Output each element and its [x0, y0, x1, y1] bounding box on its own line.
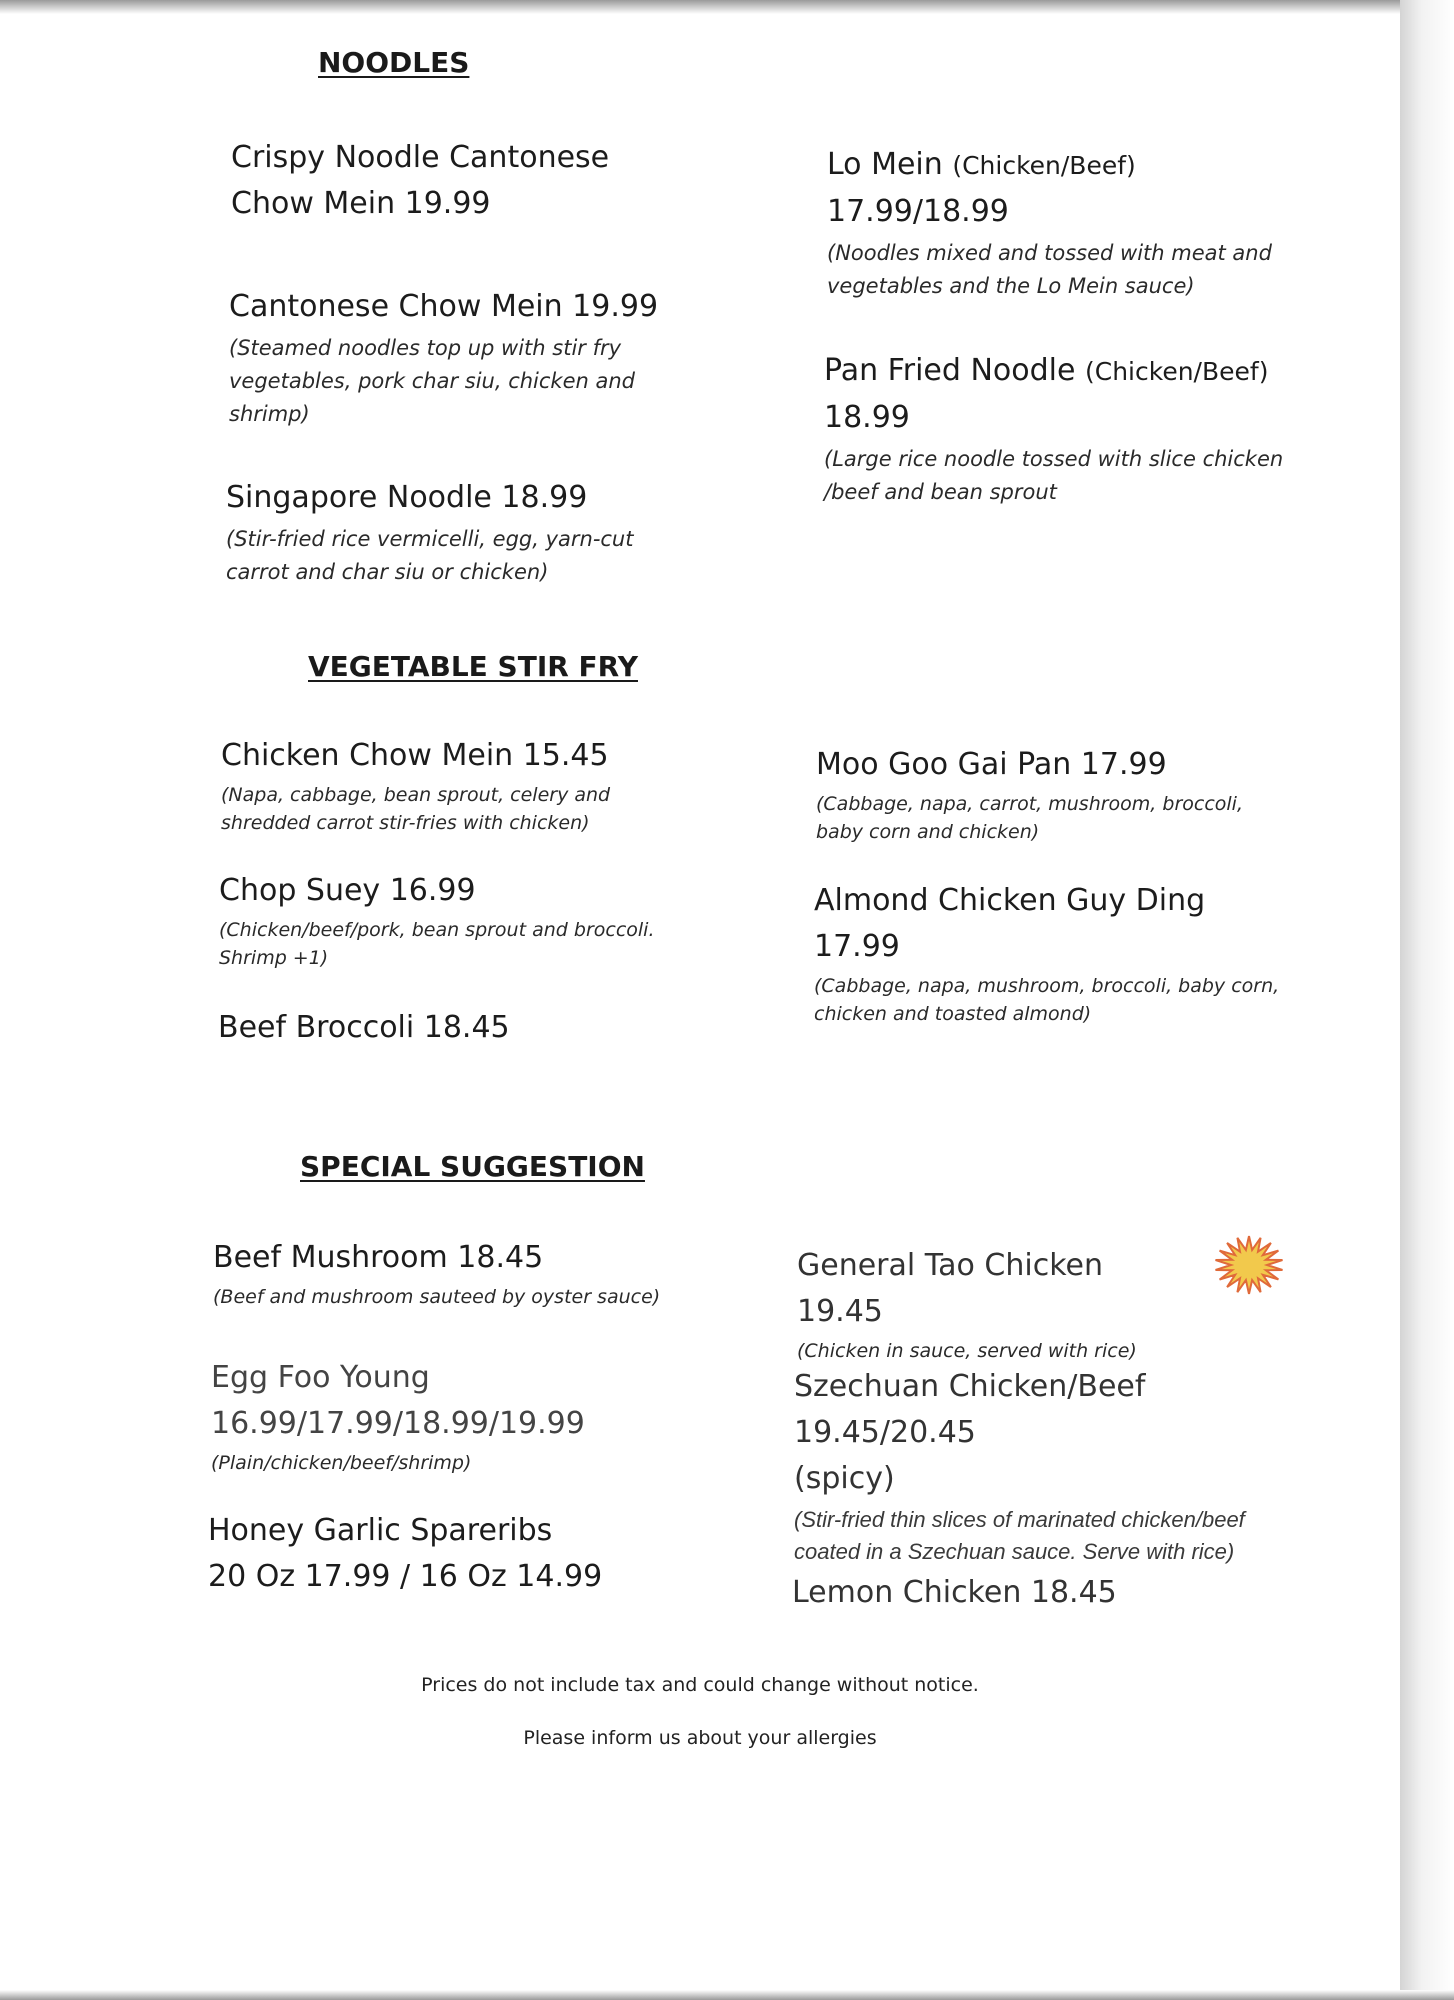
menu-item-lemon-chicken — [792, 1570, 1212, 1616]
item-price: 16.99/17.99/18.99/19.99 — [211, 1406, 585, 1441]
item-name: Singapore Noodle 18.99 — [226, 480, 588, 515]
menu-item-crispy-noodle — [231, 135, 701, 227]
scan-bottom-edge — [0, 1990, 1454, 2000]
menu-item-cantonese-chow-mein — [229, 284, 679, 431]
item-name: Egg Foo Young — [211, 1360, 430, 1395]
menu-item-almond-chicken — [814, 878, 1294, 1028]
menu-item-general-tao-chicken — [797, 1243, 1197, 1365]
item-price: 18.99 — [824, 400, 910, 435]
scan-right-edge — [1400, 0, 1454, 2000]
item-description: (Cabbage, napa, carrot, mushroom, broccoli, baby corn and chicken) — [816, 793, 1243, 843]
item-name: Moo Goo Gai Pan 17.99 — [816, 747, 1167, 782]
allergy-notice: Please inform us about your allergies — [523, 1727, 877, 1749]
item-description: (Noodles mixed and tossed with meat and vegetables and the Lo Mein sauce) — [827, 241, 1272, 298]
menu-item-beef-broccoli — [218, 1005, 638, 1051]
item-description: (Napa, cabbage, bean sprout, celery and shredded carrot stir-fries with chicken) — [221, 784, 611, 834]
item-name: Honey Garlic Spareribs — [208, 1513, 553, 1548]
item-name: Szechuan Chicken/Beef 19.45/20.45 — [794, 1369, 1146, 1450]
item-variant: (Chicken/Beef) — [1085, 357, 1269, 386]
item-name-line — [824, 348, 1304, 395]
item-price: 17.99/18.99 — [827, 194, 1009, 229]
item-description: (Cabbage, napa, mushroom, broccoli, baby corn, chicken and toasted almond) — [814, 975, 1280, 1025]
menu-item-honey-garlic-spareribs — [208, 1508, 678, 1600]
item-description: (Plain/chicken/beef/shrimp) — [211, 1452, 472, 1474]
item-name: Crispy Noodle Cantonese Chow Mein 19.99 — [231, 140, 610, 221]
item-description: (Stir-fried thin slices of marinated chicken/beef coated in a Szechuan sauce. Serve with rice) — [794, 1507, 1245, 1564]
menu-item-pan-fried-noodle — [824, 348, 1304, 509]
item-name: Pan Fried Noodle — [824, 353, 1076, 388]
item-name: Cantonese Chow Mein 19.99 — [229, 289, 659, 324]
item-description: (Large rice noodle tossed with slice chicken /beef and bean sprout — [824, 447, 1284, 504]
menu-item-beef-mushroom — [213, 1235, 673, 1311]
menu-item-chicken-chow-mein — [221, 733, 661, 837]
item-name: Almond Chicken Guy Ding 17.99 — [814, 883, 1206, 964]
menu-item-singapore-noodle — [226, 475, 666, 589]
item-description: (Beef and mushroom sauteed by oyster sauce) — [213, 1286, 661, 1308]
item-price: 20 Oz 17.99 / 16 Oz 14.99 — [208, 1559, 603, 1594]
item-name: Chop Suey 16.99 — [219, 873, 476, 908]
menu-item-egg-foo-young — [211, 1355, 681, 1477]
menu-item-lo-mein — [827, 142, 1307, 303]
section-title-vegetable-stir-fry: VEGETABLE STIR FRY — [308, 650, 638, 683]
item-name: Beef Mushroom 18.45 — [213, 1240, 544, 1275]
item-description: (Stir-fried rice vermicelli, egg, yarn-cut carrot and char siu or chicken) — [226, 527, 634, 584]
menu-item-szechuan — [794, 1364, 1314, 1568]
item-name: General Tao Chicken 19.45 — [797, 1248, 1103, 1329]
item-name: Chicken Chow Mein 15.45 — [221, 738, 609, 773]
tax-notice: Prices do not include tax and could change without notice. — [421, 1674, 979, 1696]
item-name: Lo Mein — [827, 147, 943, 182]
starburst-icon — [1208, 1230, 1290, 1300]
item-name: Lemon Chicken 18.45 — [792, 1575, 1117, 1610]
section-title-special-suggestion: SPECIAL SUGGESTION — [300, 1150, 645, 1183]
item-name: Beef Broccoli 18.45 — [218, 1010, 510, 1045]
item-description: (Chicken/beef/pork, bean sprout and broccoli. Shrimp +1) — [219, 919, 655, 969]
scan-top-edge — [0, 0, 1454, 14]
section-title-noodles: NOODLES — [318, 46, 470, 79]
item-description: (Steamed noodles top up with stir fry vegetables, pork char siu, chicken and shrimp) — [229, 336, 636, 426]
item-name-line — [827, 142, 1307, 189]
menu-item-chop-suey — [219, 868, 679, 972]
menu-item-moo-goo-gai-pan — [816, 742, 1266, 846]
item-description: (Chicken in sauce, served with rice) — [797, 1340, 1137, 1362]
item-variant: (Chicken/Beef) — [952, 151, 1136, 180]
item-spicy-note: (spicy) — [794, 1461, 895, 1496]
